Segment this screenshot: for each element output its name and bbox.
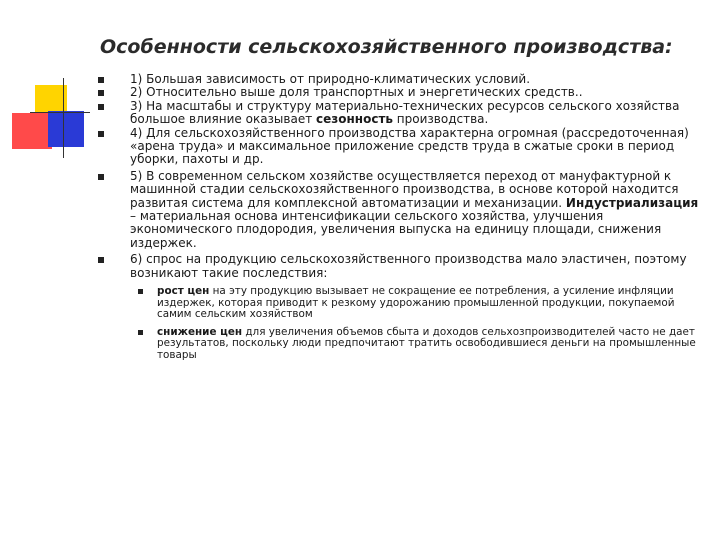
item-text: 5) В современном сельском хозяйстве осуществляется переход от мануфактурной к машинной стадии сельскохозяйственного производства, в основе которой находится развитая система для комплексной автоматизации и механизации. — [130, 168, 679, 210]
list-item-6 — [98, 253, 703, 361]
list-item-4 — [98, 127, 703, 167]
sub-item-text: на эту продукцию вызывает не сокращение ее потребления, а усиление инфляции издержек, которая приводит к резкому удорожанию промышленной продукции, покупаемой самим сельским хозяйством — [157, 285, 675, 321]
item-text: 4) Для сельскохозяйственного производства характерна огромная (рассредоточенная) «арена труда» и максимальное приложение средств труда в сжатые сроки в период уборки, пахоты и др. — [130, 125, 689, 167]
square-bullet-icon — [98, 90, 104, 96]
square-bullet-icon — [98, 104, 104, 110]
list-item-3 — [98, 100, 703, 127]
item-text: 2) Относительно выше доля транспортных и энергетических средств.. — [130, 85, 583, 100]
horizontal-line — [30, 112, 90, 113]
item-text: – материальная основа интенсификации сельского хозяйства, улучшения экономического плодородия, увеличения выпуска на единицу площади, снижения издержек. — [130, 209, 662, 250]
list-item-5 — [98, 170, 703, 250]
square-bullet-icon — [98, 131, 104, 137]
item-bold-text: сезонность — [316, 112, 393, 127]
item-bold-text: Индустриализация — [565, 195, 699, 210]
square-bullet-icon — [138, 330, 143, 335]
square-bullet-icon — [98, 77, 104, 83]
vertical-line — [63, 78, 64, 158]
red-square — [12, 113, 52, 149]
bullet-list — [98, 73, 703, 368]
square-bullet-icon — [98, 257, 104, 263]
slide-title: Особенности сельскохозяйственного производства: — [100, 36, 673, 58]
item-text: 1) Большая зависимость от природно-климатических условий. — [130, 72, 531, 86]
sub-item-1 — [130, 286, 703, 321]
sub-item-text: для увеличения объемов сбыта и доходов сельхозпроизводителей часто не дает результатов, поскольку люди предпочитают тратить освободившиеся деньги на промышленные товары — [157, 325, 696, 362]
list-item-2 — [98, 86, 703, 99]
list-item-1 — [98, 73, 703, 86]
blue-square — [48, 111, 84, 147]
decorative-squares — [0, 0, 100, 170]
item-text: 6) спрос на продукцию сельскохозяйственного производства мало эластичен, поэтому возникают такие последствия: — [130, 252, 687, 280]
item-text: 3) На масштабы и структуру материально-технических ресурсов сельского хозяйства большое влияние оказывает — [130, 98, 680, 127]
item-text: производства. — [392, 112, 489, 127]
sub-list — [98, 286, 703, 362]
square-bullet-icon — [98, 174, 104, 180]
sub-item-2 — [130, 327, 703, 362]
sub-item-bold-text: рост цен — [157, 285, 210, 298]
sub-item-bold-text: снижение цен — [157, 325, 243, 338]
square-bullet-icon — [138, 289, 143, 294]
